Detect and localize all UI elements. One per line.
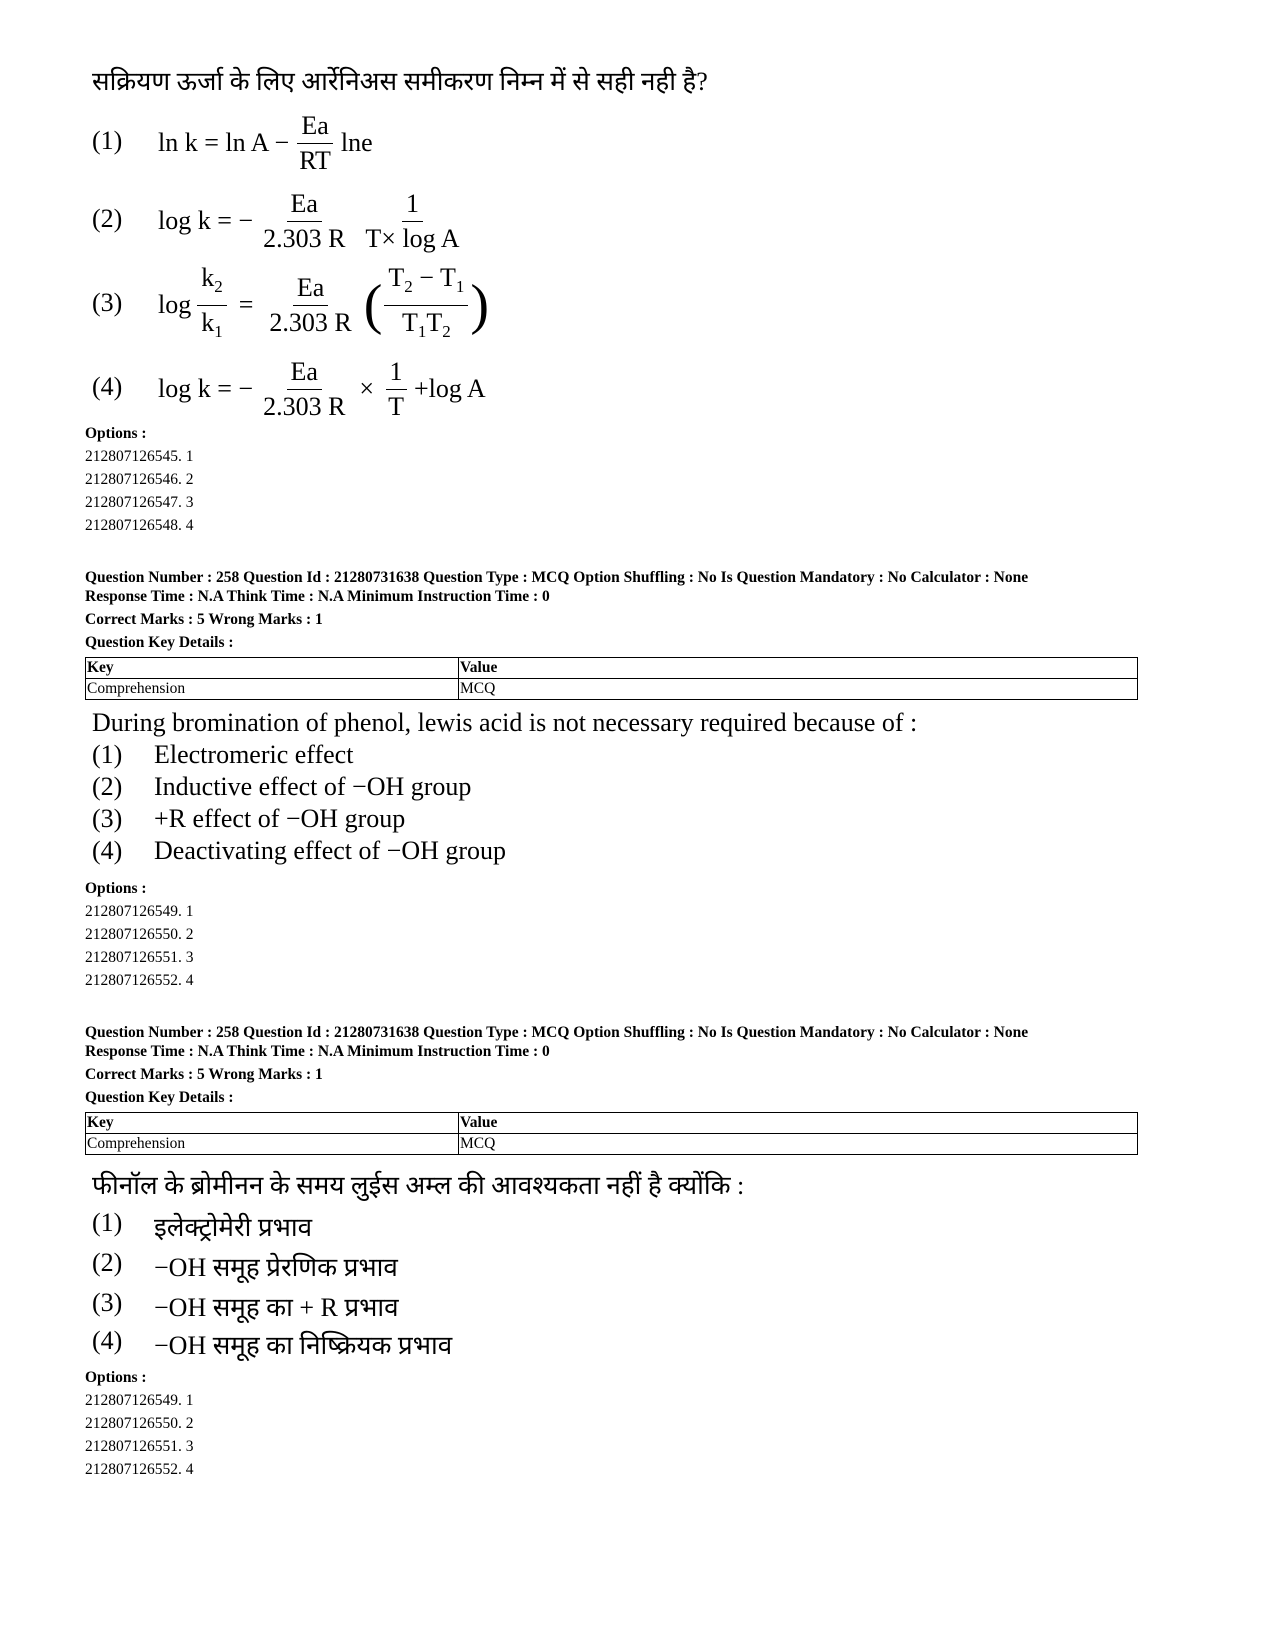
option-number: (2) (92, 772, 123, 801)
option-number: (2) (92, 1248, 123, 1277)
option-id: 212807126549. 1 (85, 903, 194, 920)
question-marks: Correct Marks : 5 Wrong Marks : 1 (85, 611, 323, 628)
option-text: Electromeric effect (154, 740, 354, 769)
denominator: $k_1$ (201, 307, 223, 341)
table-cell-key: Comprehension (86, 1134, 459, 1155)
fraction (295, 111, 335, 176)
q2-stem: During bromination of phenol, lewis acid is not necessary required because of : (92, 708, 918, 737)
option-text: Inductive effect of −OH group (154, 772, 472, 801)
option-number: (4) (92, 836, 123, 865)
option-number: (3) (92, 1288, 123, 1317)
option-id: 212807126552. 4 (85, 1461, 194, 1478)
option-text: इलेक्ट्रोमेरी प्रभाव (154, 1213, 313, 1242)
option-number: (1) (92, 740, 123, 769)
left-paren: ( (363, 274, 383, 336)
option-id: 212807126547. 3 (85, 494, 194, 511)
options-label: Options : (85, 880, 147, 897)
option-text: Deactivating effect of −OH group (154, 836, 507, 865)
option-id: 212807126551. 3 (85, 1438, 194, 1455)
formula-lhs: log k = − (158, 374, 254, 403)
numerator: $T_2 - T_1$ (384, 263, 468, 305)
fraction (259, 357, 349, 422)
option-number: (2) (92, 204, 123, 233)
option-id: 212807126550. 2 (85, 1415, 194, 1432)
denominator: $T_1T_2$ (402, 307, 451, 341)
option-number: (4) (92, 372, 123, 401)
question-meta: Question Number : 258 Question Id : 21280731638 Question Type : MCQ Option Shuffling : No Is Question Mandatory : No Calculator : None (85, 569, 1029, 586)
option-id: 212807126545. 1 (85, 448, 194, 465)
fraction (361, 189, 463, 254)
denominator: T× log A (365, 223, 460, 253)
question-marks: Correct Marks : 5 Wrong Marks : 1 (85, 1066, 323, 1083)
fraction (384, 357, 408, 422)
option-text: +R effect of −OH group (154, 804, 406, 833)
table-header-key: Key (86, 658, 459, 679)
formula-lhs: log (158, 290, 192, 319)
option-number: (1) (92, 1208, 123, 1237)
option-number: (4) (92, 1326, 123, 1355)
numerator: 1 (386, 357, 407, 390)
denominator: RT (299, 145, 331, 175)
formula-tail: lne (340, 128, 373, 157)
table-cell-key: Comprehension (86, 679, 459, 700)
right-paren: ) (470, 274, 490, 336)
option-text: −OH समूह का + R प्रभाव (154, 1293, 399, 1322)
option-id: 212807126548. 4 (85, 517, 194, 534)
option-text: −OH समूह प्रेरणिक प्रभाव (154, 1253, 398, 1282)
fraction (259, 189, 349, 254)
table-cell-value: MCQ (459, 1134, 1138, 1155)
option-id: 212807126546. 2 (85, 471, 194, 488)
numerator: Ea (293, 273, 328, 306)
formula-tail: +log A (413, 374, 486, 403)
option-text: −OH समूह का निष्क्रियक प्रभाव (154, 1331, 453, 1360)
options-label: Options : (85, 425, 147, 442)
question-meta: Response Time : N.A Think Time : N.A Minimum Instruction Time : 0 (85, 588, 550, 605)
numerator: Ea (287, 189, 322, 222)
question-meta: Response Time : N.A Think Time : N.A Minimum Instruction Time : 0 (85, 1043, 550, 1060)
key-details-label: Question Key Details : (85, 1089, 234, 1106)
q3-stem: फीनॉल के ब्रोमीनन के समय लुईस अम्ल की आवश्यकता नहीं है क्योंकि : (92, 1171, 745, 1200)
numerator: 1 (402, 189, 423, 222)
option-number: (1) (92, 126, 123, 155)
key-details-label: Question Key Details : (85, 634, 234, 651)
option-number: (3) (92, 288, 123, 317)
formula-lhs: ln k = ln A − (158, 128, 290, 157)
denominator: 2.303 R (263, 223, 346, 253)
numerator: $k_2$ (197, 263, 227, 305)
times-sign: × (359, 374, 375, 403)
formula-lhs: log k = − (158, 206, 254, 235)
denominator: T (388, 391, 404, 421)
numerator: Ea (287, 357, 322, 390)
denominator: 2.303 R (263, 391, 346, 421)
option-id: 212807126552. 4 (85, 972, 194, 989)
question-meta: Question Number : 258 Question Id : 21280731638 Question Type : MCQ Option Shuffling : No Is Question Mandatory : No Calculator : None (85, 1024, 1029, 1041)
equals-sign: = (238, 290, 254, 319)
table-cell-value: MCQ (459, 679, 1138, 700)
numerator: Ea (297, 111, 332, 144)
option-id: 212807126551. 3 (85, 949, 194, 966)
option-id: 212807126550. 2 (85, 926, 194, 943)
fraction (197, 263, 227, 346)
option-number: (3) (92, 804, 123, 833)
table-header-value: Value (459, 1113, 1138, 1134)
key-details-table (85, 1112, 1138, 1155)
denominator: 2.303 R (269, 307, 352, 337)
table-header-value: Value (459, 658, 1138, 679)
key-details-table (85, 657, 1138, 700)
options-label: Options : (85, 1369, 147, 1386)
q1-stem: सक्रियण ऊर्जा के लिए आर्रेनिअस समीकरण निम्न में से सही नही है? (92, 67, 708, 96)
fraction (384, 263, 468, 346)
option-id: 212807126549. 1 (85, 1392, 194, 1409)
table-header-key: Key (86, 1113, 459, 1134)
fraction (265, 273, 355, 338)
